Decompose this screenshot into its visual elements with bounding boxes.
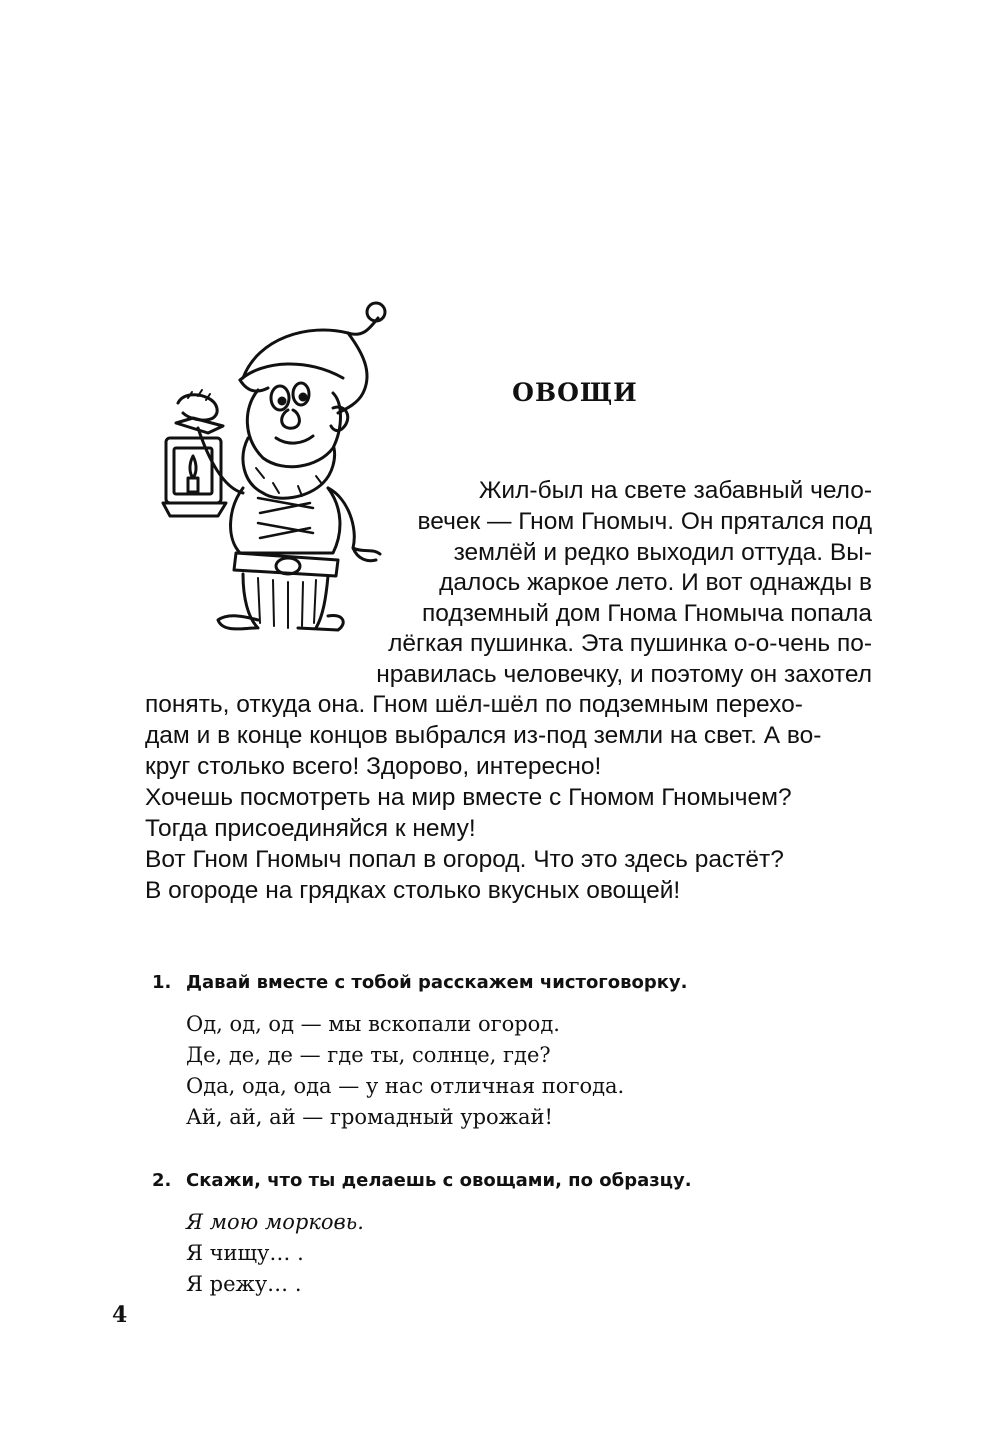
task-1-heading — [152, 972, 688, 993]
story-line: Хочешь посмотреть на мир вместе с Гномом Гномычем? — [145, 784, 792, 811]
story-line: круг столько всего! Здорово, интересно! — [145, 753, 602, 780]
task-2-examples — [186, 1207, 364, 1300]
tongue-twister — [186, 1009, 624, 1133]
story-wrapped-line: лёгкая пушинка. Эта пушинка о-о-чень по- — [388, 630, 872, 657]
task-2-heading — [152, 1170, 692, 1191]
story-wrapped-line: вечек — Гном Гномыч. Он прятался под — [417, 508, 872, 535]
task-text: Давай вместе с тобой расскажем чистоговорку. — [186, 972, 688, 993]
story-wrapped-line: землёй и редко выходил оттуда. Вы- — [453, 539, 872, 566]
story-line: В огороде на грядках столько вкусных овощей! — [145, 877, 681, 904]
story-wrapped-line: Жил-был на свете забавный чело- — [478, 477, 872, 504]
task-number: 1. — [152, 972, 172, 993]
answer-line: Я чищу… . — [186, 1241, 304, 1265]
page-number: 4 — [112, 1302, 128, 1328]
task-number: 2. — [152, 1170, 172, 1191]
poem-line: Де, де, де — где ты, солнце, где? — [186, 1043, 551, 1067]
story-line: Вот Гном Гномыч попал в огород. Что это здесь растёт? — [145, 846, 784, 873]
poem-line: Ай, ай, ай — громадный урожай! — [186, 1105, 553, 1129]
story-wrapped-line: нравилась человечку, и поэтому он захотел — [376, 661, 872, 688]
page-title: ОВОЩИ — [512, 378, 638, 407]
story-wrapped-line: далось жаркое лето. И вот однажды в — [439, 569, 872, 596]
answer-line: Я режу… . — [186, 1272, 302, 1296]
task-text: Скажи, что ты делаешь с овощами, по образцу. — [186, 1170, 692, 1191]
story-wrapped-line: подземный дом Гнома Гномыча попала — [421, 600, 872, 627]
story-line: дам и в конце концов выбрался из-под земли на свет. А во- — [145, 722, 822, 749]
poem-line: Од, од, од — мы вскопали огород. — [186, 1012, 560, 1036]
story-line: Тогда присоединяйся к нему! — [145, 815, 476, 842]
story-line: понять, откуда она. Гном шёл-шёл по подземным перехо- — [145, 691, 803, 718]
poem-line: Ода, ода, ода — у нас отличная погода. — [186, 1074, 625, 1098]
example-line: Я мою морковь. — [186, 1210, 364, 1234]
